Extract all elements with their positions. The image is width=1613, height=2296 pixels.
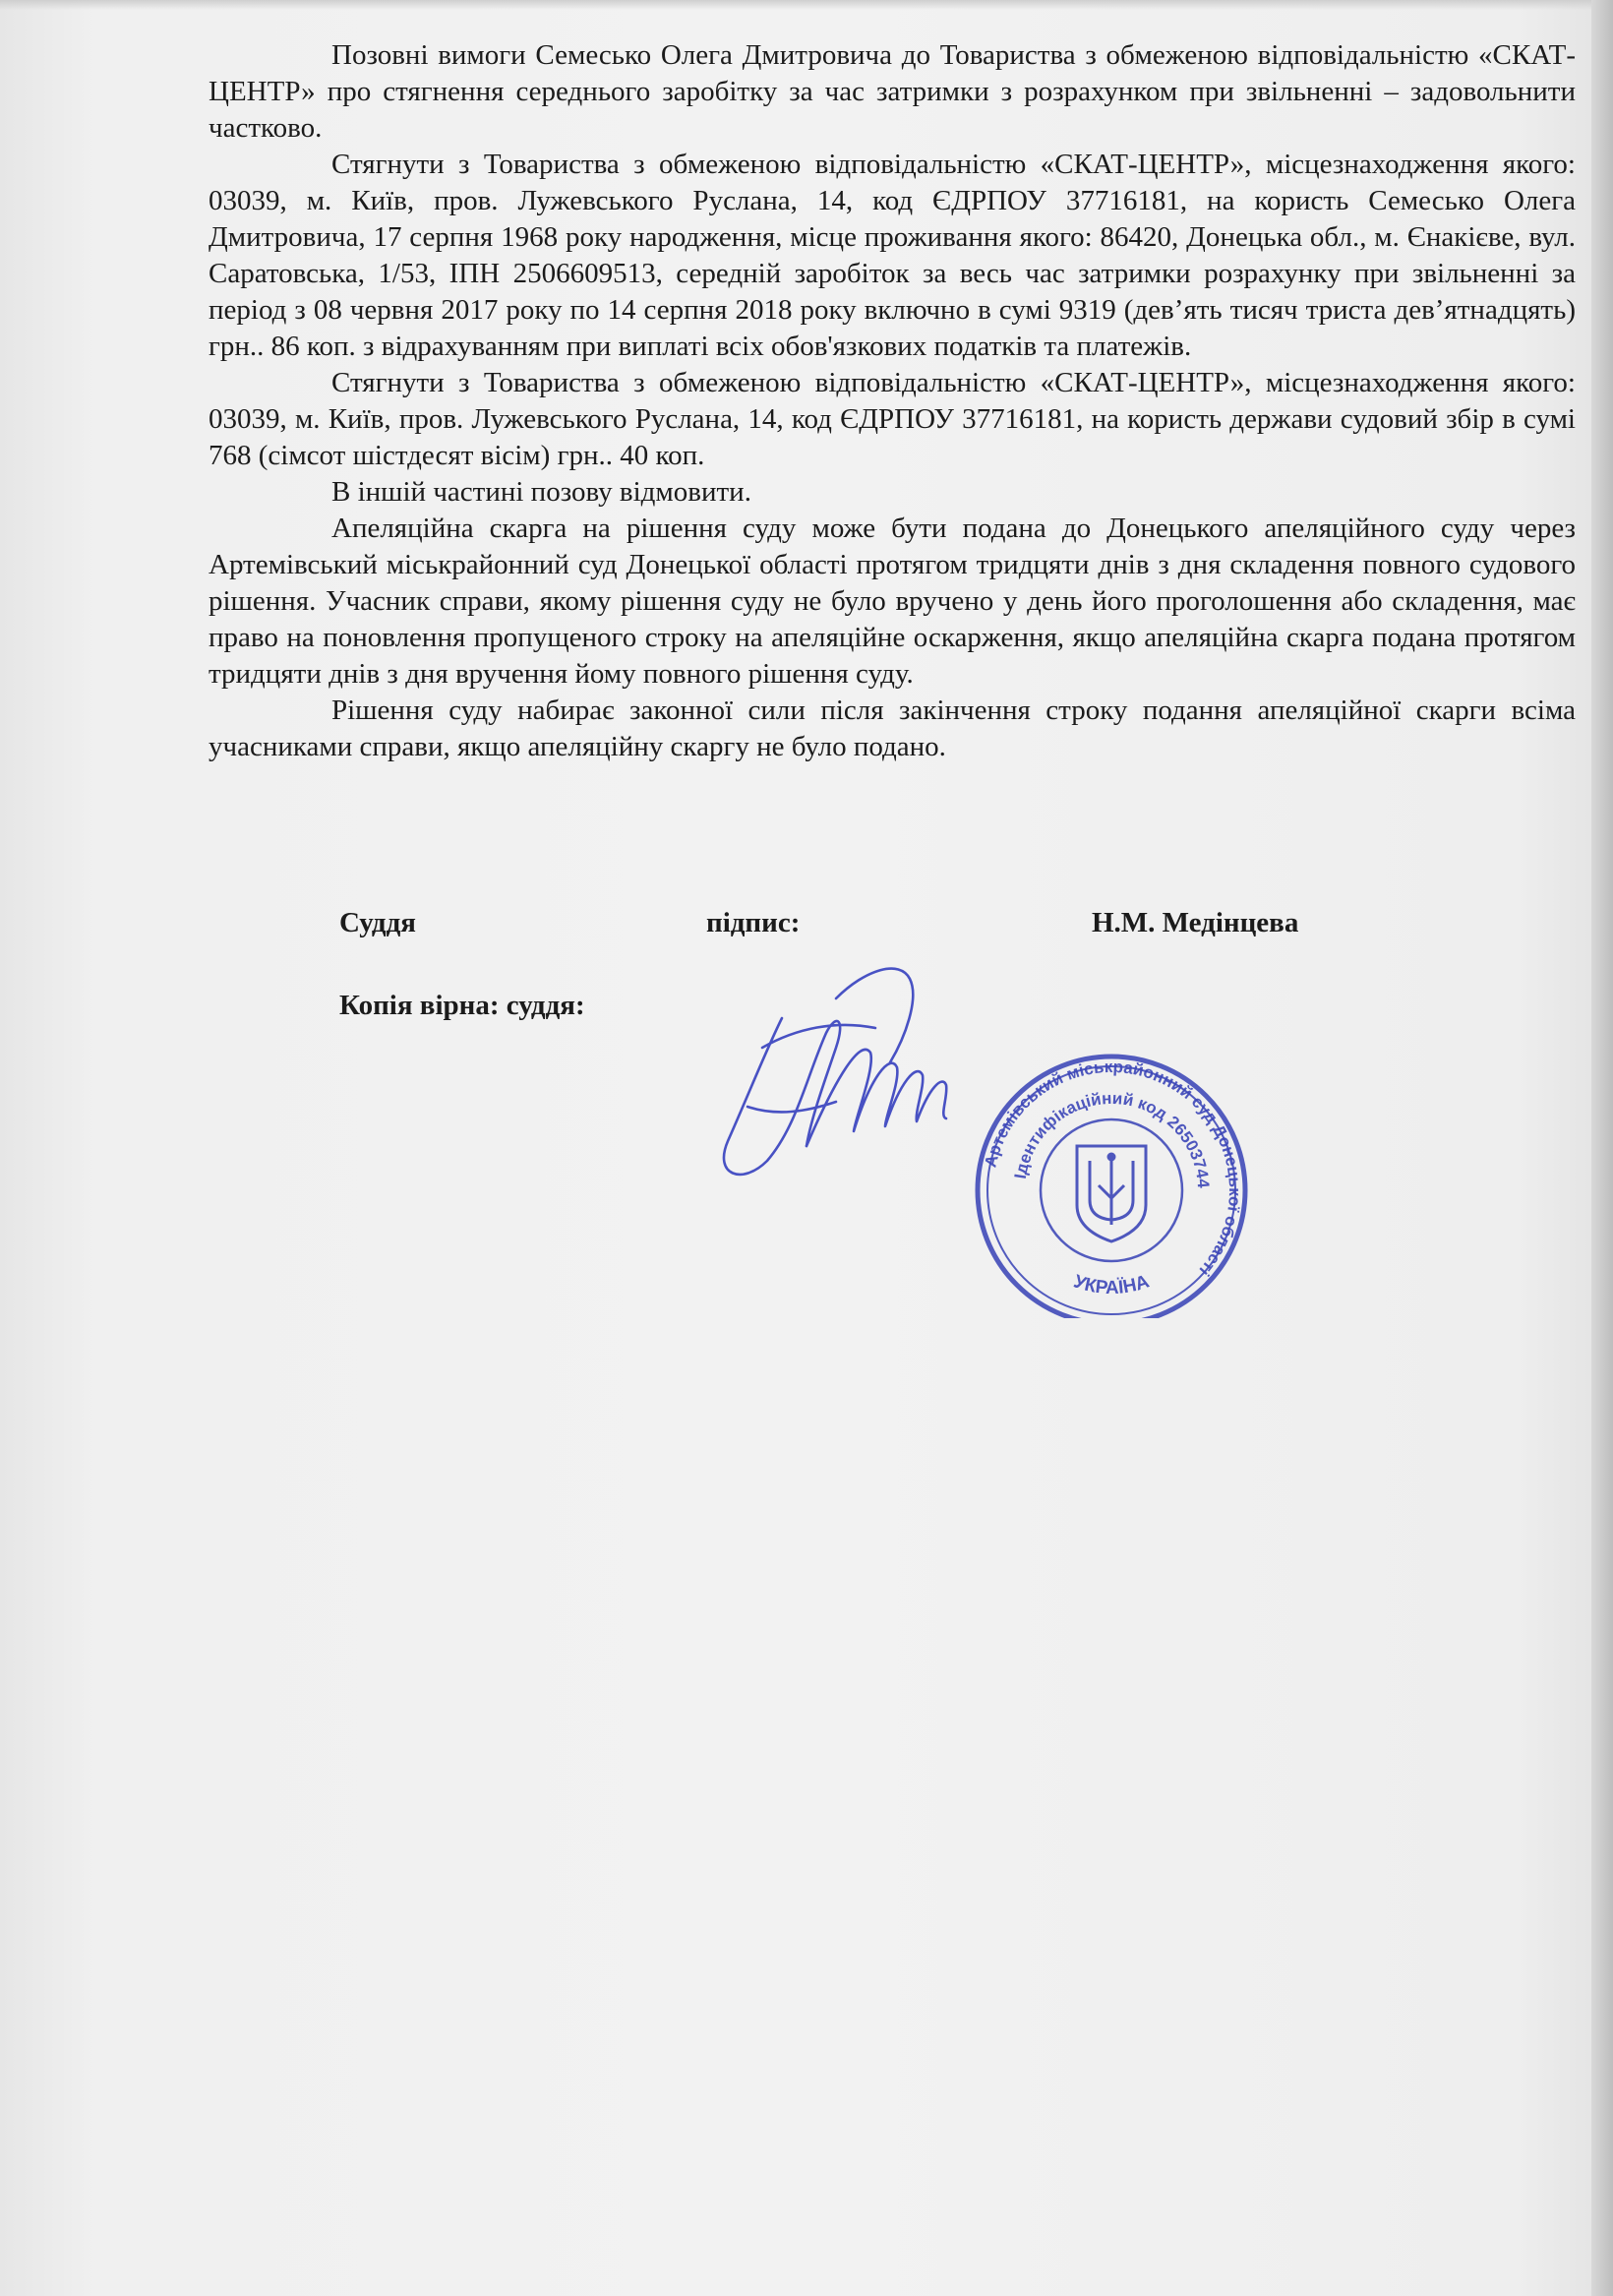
paragraph-court-fee: Стягнути з Товариства з обмеженою відповідальністю «СКАТ-ЦЕНТР», місцезнаходження якого: 03039, м. Київ, пров. Лужевського Руслана, 14, код ЄДРПОУ 37716181, на користь держави судовий збір в сумі 768 (сімсот шістдесят вісім) грн.. 40 коп. bbox=[209, 367, 1576, 471]
stamp-inner-text: Ідентифікаційний код 26503744 bbox=[1010, 1088, 1214, 1189]
judge-label: Суддя bbox=[339, 907, 416, 938]
signed-label: підпис: bbox=[706, 907, 801, 938]
scan-top-shadow bbox=[0, 0, 1613, 10]
paragraph-claims: Позовні вимоги Семесько Олега Дмитровича до Товариства з обмеженою відповідальністю «СКАТ-ЦЕНТР» про стягнення середнього заробітку за час затримки з розрахунком при звільненні – задовольнити частково. bbox=[209, 39, 1576, 144]
paragraph-appeal: Апеляційна скарга на рішення суду може бути подана до Донецького апеляційного суду через Артемівський міськрайонний суд Донецької області протягом тридцяти днів з дня складення повного судового рішення. Учасник справи, якому рішення суду не було вручено у день його проголошення або складення, має право на поновлення пропущеного строку на апеляційне оскарження, якщо апеляційна скарга подана протягом тридцяти днів з дня вручення йому повного рішення суду. bbox=[209, 513, 1576, 690]
paragraph-recover-salary: Стягнути з Товариства з обмеженою відповідальністю «СКАТ-ЦЕНТР», місцезнаходження якого: 03039, м. Київ, пров. Лужевського Руслана, 14, код ЄДРПОУ 37716181, на користь Семесько Олега Дмитровича, 17 серпня 1968 року народження, місце проживання якого: 86420, Донецька обл., м. Єнакієве, вул. Саратовська, 1/53, ІПН 2506609513, середній заробіток за весь час затримки розрахунку при звільненні за період з 08 червня 2017 року по 14 серпня 2018 року включно в сумі 9319 (дев’ять тисяч триста дев’ятнадцять) грн.. 86 коп. з відрахуванням при виплаті всіх обов'язкових податків та платежів. bbox=[209, 149, 1576, 362]
paragraph-effect: Рішення суду набирає законної сили після закінчення строку подання апеляційної скарги всіма учасниками справи, якщо апеляційну скаргу не було подано. bbox=[209, 695, 1576, 762]
judge-signature bbox=[688, 959, 1013, 1215]
copy-certified-label: Копія вірна: суддя: bbox=[339, 990, 585, 1021]
scan-right-edge bbox=[1591, 0, 1613, 2296]
trident-icon bbox=[1077, 1146, 1146, 1241]
stamp-bottom-text: УКРАЇНА bbox=[1070, 1271, 1153, 1299]
decision-text bbox=[209, 37, 1576, 765]
judge-name: Н.М. Медінцева bbox=[1092, 907, 1299, 938]
stamp-outer-text: Артемівський міськрайонний суд Донецької області bbox=[981, 1057, 1245, 1280]
paragraph-refuse-rest: В іншій частині позову відмовити. bbox=[331, 476, 751, 508]
